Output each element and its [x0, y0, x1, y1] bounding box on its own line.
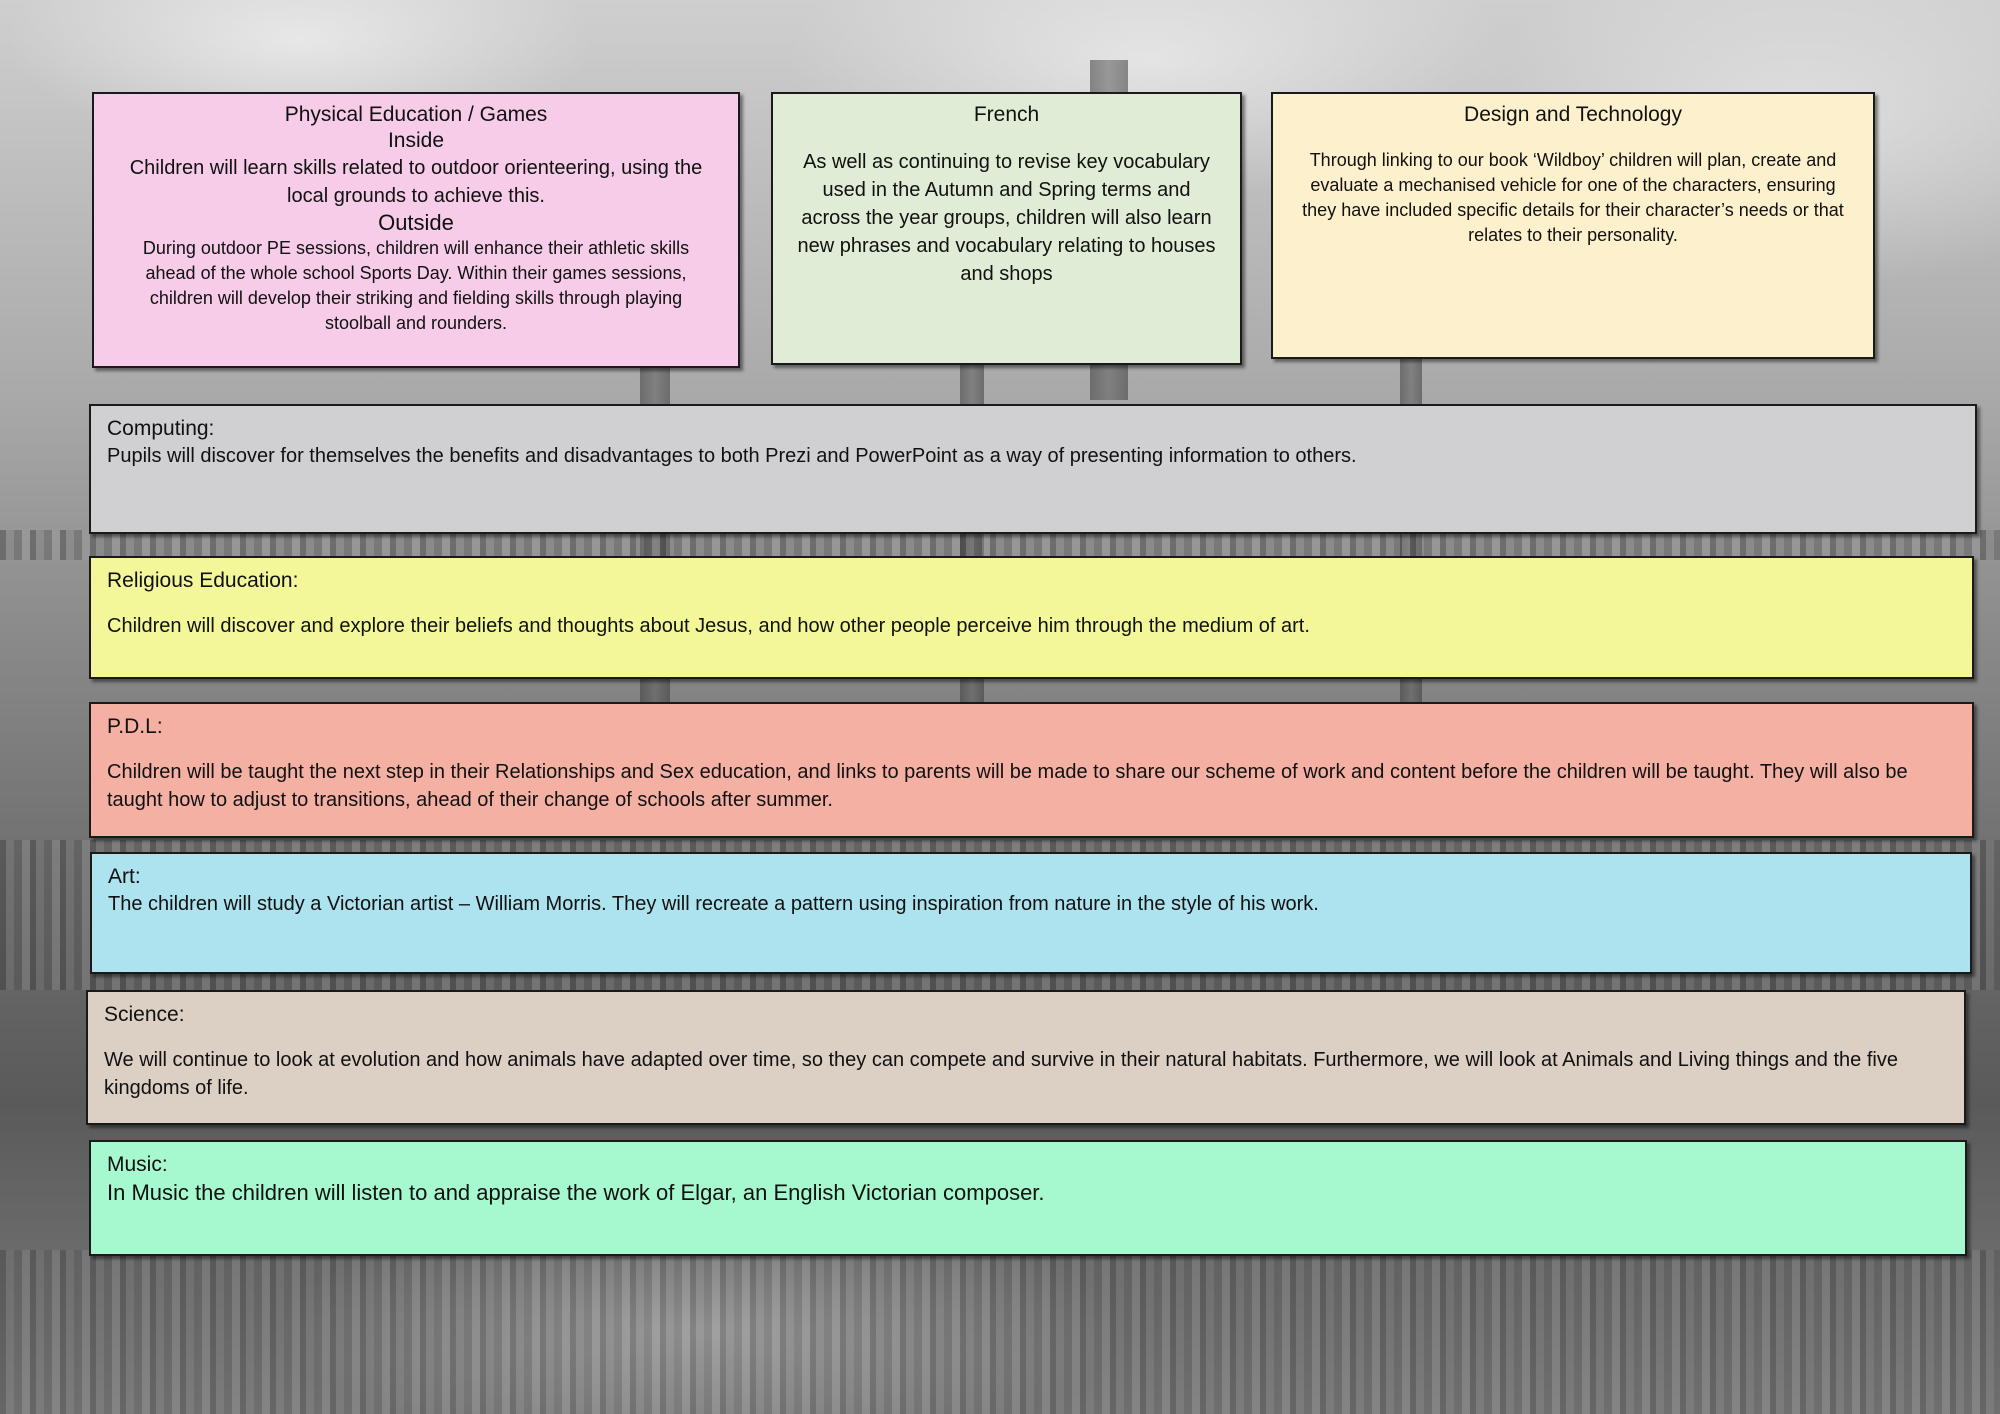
- french-title: French: [973, 103, 1040, 126]
- pe-panel: [92, 92, 740, 368]
- computing-title: Computing:: [107, 417, 215, 440]
- re-text: Children will discover and explore their beliefs and thoughts about Jesus, and how other people perceive him through the medium of art.: [107, 615, 1310, 637]
- art-text: The children will study a Victorian artist – William Morris. They will recreate a pattern using inspiration from nature in the style of his work.: [108, 893, 1319, 915]
- pdl-title: P.D.L:: [107, 715, 163, 738]
- pe-title: Physical Education / Games: [284, 103, 548, 126]
- science-panel: [86, 990, 1966, 1125]
- music-text: In Music the children will listen to and appraise the work of Elgar, an English Victorian composer.: [107, 1180, 1045, 1205]
- music-panel: [89, 1140, 1967, 1256]
- music-title: Music:: [107, 1153, 168, 1176]
- dt-text: Through linking to our book ‘Wildboy’ children will plan, create and evaluate a mechanised vehicle for one of the characters, ensuring they have included specific details for their character’s needs or that relates to their personality.: [1302, 150, 1844, 245]
- science-text: We will continue to look at evolution and how animals have adapted over time, so they can compete and survive in their natural habitats. Furthermore, we will look at Animals and Living things and the five kingdoms of life.: [104, 1049, 1898, 1099]
- dt-title: Design and Technology: [1464, 103, 1682, 126]
- dt-panel: [1271, 92, 1875, 359]
- re-title: Religious Education:: [107, 569, 299, 592]
- pdl-panel: [89, 702, 1974, 838]
- pdl-text: Children will be taught the next step in their Relationships and Sex education, and links to parents will be made to share our scheme of work and content before the children will be taught. They will also be taught how to adjust to transitions, ahead of their change of schools after summer.: [107, 761, 1908, 811]
- science-title: Science:: [104, 1003, 185, 1026]
- background-foliage-band: [0, 1250, 2000, 1414]
- re-panel: [89, 556, 1974, 679]
- french-text: As well as continuing to revise key vocabulary used in the Autumn and Spring terms and across the year groups, children will also learn new phrases and vocabulary relating to houses and shops: [797, 151, 1216, 285]
- pe-outside-text: During outdoor PE sessions, children will enhance their athletic skills ahead of the whole school Sports Day. Within their games sessions, children will develop their striking and fielding skills through playing stoolball and rounders.: [142, 238, 690, 333]
- pe-inside-text: Children will learn skills related to outdoor orienteering, using the local grounds to achieve this.: [129, 157, 703, 207]
- computing-text: Pupils will discover for themselves the benefits and disadvantages to both Prezi and PowerPoint as a way of presenting information to others.: [107, 445, 1357, 467]
- french-panel: [771, 92, 1242, 365]
- art-panel: [90, 852, 1972, 974]
- pe-inside-heading: Inside: [387, 129, 445, 152]
- art-title: Art:: [108, 865, 141, 888]
- pe-outside-heading: Outside: [378, 210, 454, 235]
- computing-panel: [89, 404, 1977, 534]
